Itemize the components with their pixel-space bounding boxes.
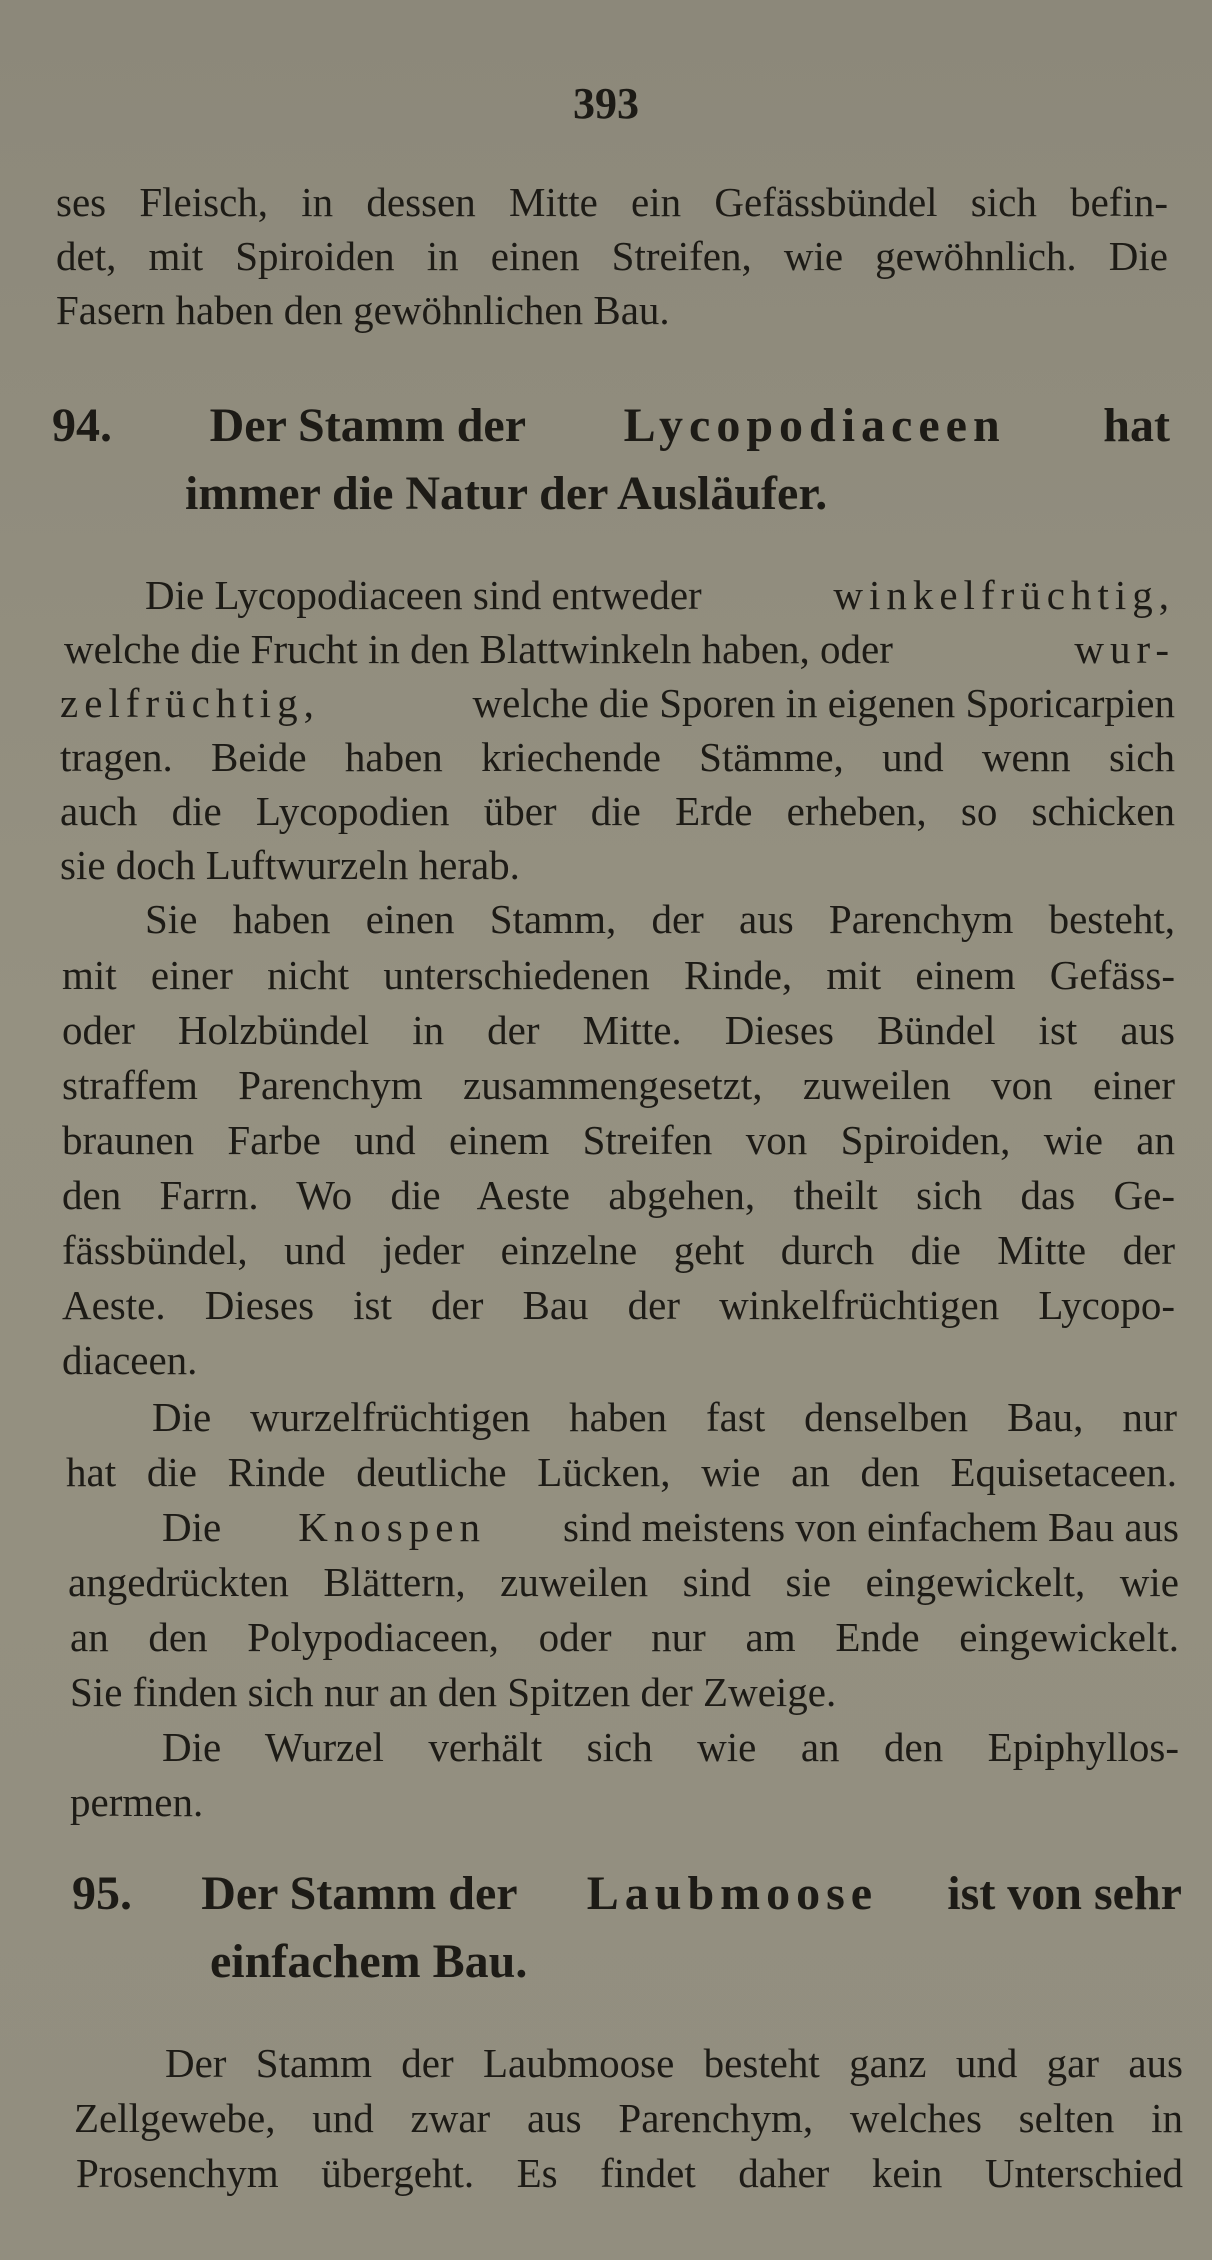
text-line bbox=[162, 1504, 1179, 1550]
text-span: Die bbox=[162, 1504, 222, 1550]
text-line: oder Holzbündel in der Mitte. Dieses Bündel ist aus bbox=[62, 1007, 1175, 1053]
section-number: 95. bbox=[72, 1867, 132, 1920]
text-line: fässbündel, und jeder einzelne geht durch die Mitte der bbox=[62, 1227, 1175, 1273]
heading-text: ist von sehr bbox=[947, 1867, 1182, 1920]
text-span: sind meistens von einfachem Bau aus bbox=[562, 1504, 1179, 1550]
text-line: straffem Parenchym zusammengesetzt, zuweilen von einer bbox=[62, 1062, 1175, 1108]
spaced-word: wur- bbox=[1074, 626, 1175, 672]
spaced-word: Knospen bbox=[298, 1504, 486, 1550]
text-line: det, mit Spiroiden in einen Streifen, wie gewöhnlich. Die bbox=[56, 233, 1168, 279]
text-line: braunen Farbe und einem Streifen von Spiroiden, wie an bbox=[62, 1117, 1175, 1163]
text-line: Die Wurzel verhält sich wie an den Epiphyllos- bbox=[162, 1724, 1179, 1770]
text-line: permen. bbox=[70, 1779, 204, 1825]
text-line: Die wurzelfrüchtigen haben fast denselben Bau, nur bbox=[152, 1394, 1177, 1440]
text-line: mit einer nicht unterschiedenen Rinde, mit einem Gefäss- bbox=[62, 952, 1175, 998]
section-heading-94-line2: immer die Natur der Ausläufer. bbox=[185, 467, 828, 520]
text-line: Zellgewebe, und zwar aus Parenchym, welches selten in bbox=[74, 2095, 1183, 2141]
text-line bbox=[60, 680, 1175, 726]
text-span: welche die Frucht in den Blattwinkeln haben, oder bbox=[64, 626, 893, 672]
text-line: hat die Rinde deutliche Lücken, wie an den Equisetaceen. bbox=[66, 1449, 1177, 1495]
heading-text: Der Stamm der bbox=[209, 399, 526, 452]
text-line: den Farrn. Wo die Aeste abgehen, theilt sich das Ge- bbox=[62, 1172, 1175, 1218]
spaced-word: winkelfrüchtig, bbox=[833, 572, 1175, 618]
spaced-word: zelfrüchtig, bbox=[60, 680, 320, 726]
text-line: Der Stamm der Laubmoose besteht ganz und gar aus bbox=[165, 2040, 1183, 2086]
text-line bbox=[64, 626, 1175, 672]
text-line: tragen. Beide haben kriechende Stämme, und wenn sich bbox=[60, 734, 1175, 780]
text-line: Sie finden sich nur an den Spitzen der Zweige. bbox=[70, 1669, 837, 1715]
heading-text: Der Stamm der bbox=[201, 1867, 518, 1920]
text-line: ses Fleisch, in dessen Mitte ein Gefässbündel sich befin- bbox=[56, 179, 1168, 225]
text-span: welche die Sporen in eigenen Sporicarpien bbox=[472, 680, 1175, 726]
text-line: an den Polypodiaceen, oder nur am Ende eingewickelt. bbox=[70, 1614, 1179, 1660]
section-number: 94. bbox=[52, 399, 112, 452]
heading-spaced-word: Laubmoose bbox=[586, 1867, 879, 1920]
text-line: Prosenchym übergeht. Es findet daher kein Unterschied bbox=[76, 2150, 1183, 2196]
text-line: diaceen. bbox=[62, 1337, 198, 1383]
text-line: auch die Lycopodien über die Erde erheben, so schicken bbox=[60, 788, 1175, 834]
text-line: sie doch Luftwurzeln herab. bbox=[60, 842, 520, 888]
section-heading-94 bbox=[52, 399, 1170, 452]
text-line: Aeste. Dieses ist der Bau der winkelfrüchtigen Lycopo- bbox=[62, 1282, 1175, 1328]
text-line bbox=[145, 572, 1175, 618]
text-span: Die Lycopodiaceen sind entweder bbox=[145, 572, 702, 618]
page-number: 393 bbox=[573, 79, 639, 128]
text-line: Fasern haben den gewöhnlichen Bau. bbox=[56, 287, 670, 333]
section-heading-95-line2: einfachem Bau. bbox=[210, 1935, 528, 1988]
section-heading-95 bbox=[72, 1867, 1182, 1920]
heading-spaced-word: Lycopodiaceen bbox=[623, 399, 1006, 452]
heading-text: hat bbox=[1103, 399, 1170, 452]
text-line: angedrückten Blättern, zuweilen sind sie eingewickelt, wie bbox=[68, 1559, 1179, 1605]
text-line: Sie haben einen Stamm, der aus Parenchym besteht, bbox=[145, 896, 1175, 942]
